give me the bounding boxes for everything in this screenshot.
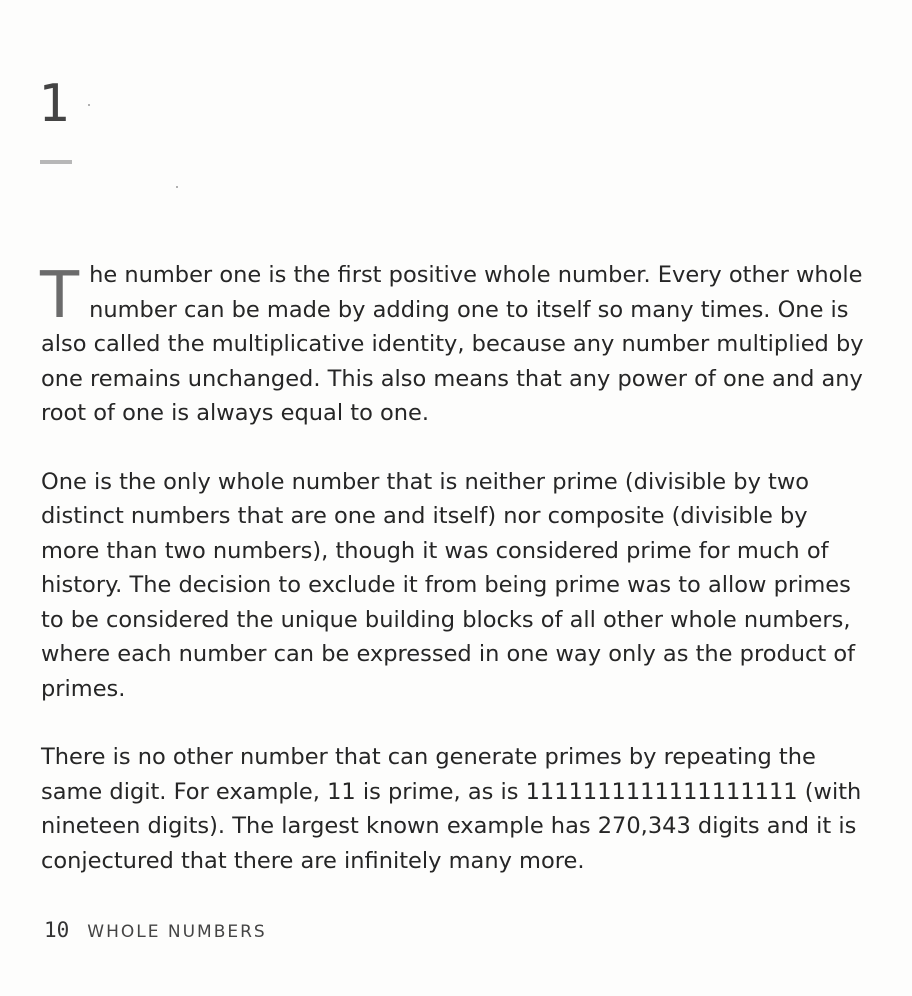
- paragraph-3: [41, 740, 867, 878]
- paragraph-1-text: he number one is the first positive whole number. Every other whole number can be made by adding one to itself so many times. One is also called the multiplicative identity, because any number multiplied by one remains unchanged. This also means that any power of one and any root of one is always equal to one.: [41, 262, 864, 426]
- chapter-rule: [40, 160, 72, 164]
- paper-speck: [176, 186, 178, 188]
- paragraph-2: [41, 465, 867, 707]
- paragraph-1: [41, 258, 867, 431]
- page-footer: [44, 918, 267, 942]
- paragraph-2-text: One is the only whole number that is neither prime (divisible by two distinct numbers that are one and itself) nor composite (divisible by more than two numbers), though it was considered prime for much of history. The decision to exclude it from being prime was to allow primes to be considered the unique building blocks of all other whole numbers, where each number can be expressed in one way only as the product of primes.: [41, 468, 856, 702]
- chapter-number: 1: [38, 74, 70, 134]
- running-head: WHOLE NUMBERS: [87, 922, 267, 942]
- body-text: [41, 258, 867, 878]
- page-number: 10: [44, 918, 70, 942]
- drop-cap: T: [40, 259, 80, 333]
- paragraph-3-text: There is no other number that can generate primes by repeating the same digit. For example, 11 is prime, as is 1111111111111111111 (with nineteen digits). The largest known example has 270,343 digits and it is conjectured that there are infinitely many more.: [41, 744, 862, 874]
- paper-speck: [88, 104, 90, 106]
